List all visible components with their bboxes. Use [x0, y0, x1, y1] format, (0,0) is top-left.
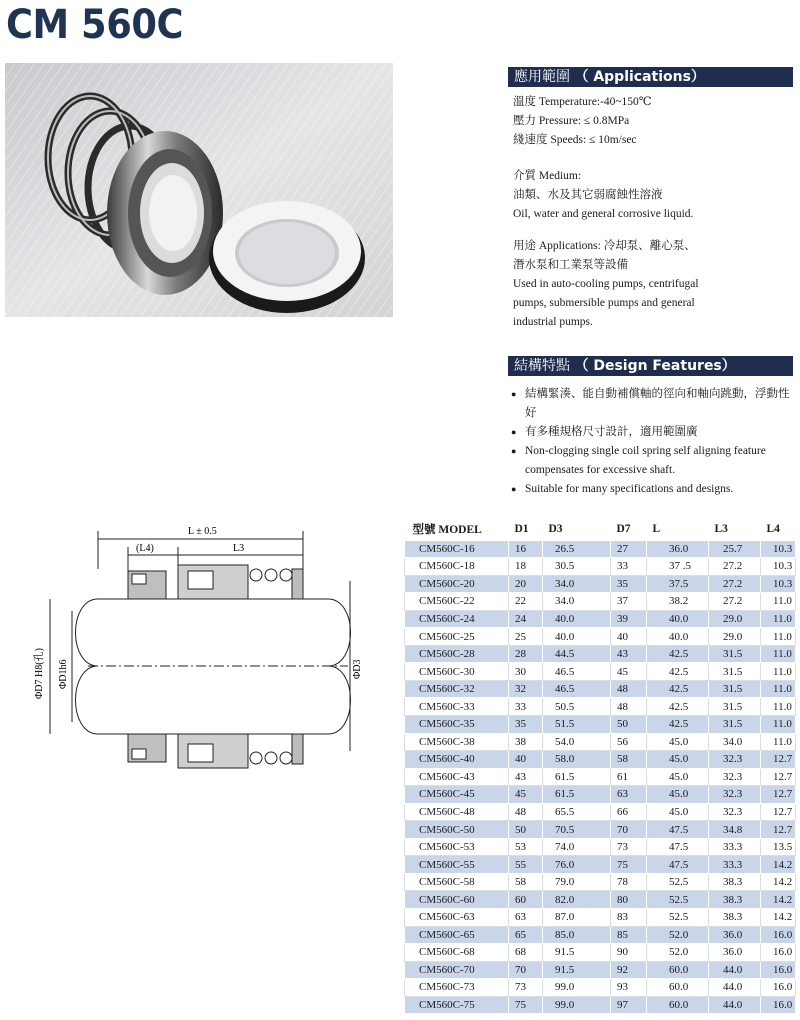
value-cell: 10.3 — [761, 575, 796, 593]
value-cell: 34.0 — [543, 593, 611, 611]
value-cell: 40 — [509, 751, 543, 769]
value-cell: 76.0 — [543, 856, 611, 874]
value-cell: 70 — [611, 821, 647, 839]
value-cell: 37 — [611, 593, 647, 611]
value-cell: 58.0 — [543, 751, 611, 769]
table-row — [405, 838, 796, 856]
value-cell: 33.3 — [709, 856, 761, 874]
use-line-1: 用途 Applications: 冷却泵、離心泵、 — [513, 240, 696, 252]
value-cell: 10.3 — [761, 558, 796, 576]
model-cell: CM560C-43 — [405, 768, 509, 786]
value-cell: 32.3 — [709, 786, 761, 804]
model-cell: CM560C-60 — [405, 891, 509, 909]
model-cell: CM560C-32 — [405, 680, 509, 698]
value-cell: 27.2 — [709, 558, 761, 576]
value-cell: 61.5 — [543, 786, 611, 804]
feature-item: ● 結構緊湊、能自動補償軸的徑向和軸向跳動，浮動性好 — [511, 385, 797, 423]
header-l4: L4 — [766, 522, 780, 535]
value-cell: 65.5 — [543, 803, 611, 821]
value-cell: 39 — [611, 610, 647, 628]
value-cell: 53 — [509, 838, 543, 856]
value-cell: 33 — [509, 698, 543, 716]
table-row — [405, 873, 796, 891]
value-cell: 12.7 — [761, 821, 796, 839]
header-d3: D3 — [548, 522, 563, 535]
value-cell: 28 — [509, 645, 543, 663]
value-cell: 25 — [509, 628, 543, 646]
value-cell: 60.0 — [647, 961, 709, 979]
dim-L-label: L ± 0.5 — [188, 526, 217, 537]
value-cell: 60 — [509, 891, 543, 909]
value-cell: 56 — [611, 733, 647, 751]
value-cell: 91.5 — [543, 944, 611, 962]
table-row — [405, 628, 796, 646]
value-cell: 11.0 — [761, 733, 796, 751]
value-cell: 50 — [509, 821, 543, 839]
value-cell: 60.0 — [647, 996, 709, 1014]
use-info — [513, 237, 795, 332]
value-cell: 37 .5 — [647, 558, 709, 576]
value-cell: 42.5 — [647, 663, 709, 681]
value-cell: 22 — [509, 593, 543, 611]
value-cell: 14.2 — [761, 873, 796, 891]
value-cell: 11.0 — [761, 593, 796, 611]
table-row — [405, 961, 796, 979]
value-cell: 45 — [509, 786, 543, 804]
model-cell: CM560C-75 — [405, 996, 509, 1014]
value-cell: 16.0 — [761, 979, 796, 997]
value-cell: 42.5 — [647, 715, 709, 733]
dim-D3-label: ΦD3 — [352, 659, 363, 679]
table-row — [405, 698, 796, 716]
value-cell: 30 — [509, 663, 543, 681]
value-cell: 16 — [509, 540, 543, 558]
value-cell: 54.0 — [543, 733, 611, 751]
value-cell: 44.0 — [709, 996, 761, 1014]
table-row — [405, 663, 796, 681]
value-cell: 80 — [611, 891, 647, 909]
value-cell: 12.7 — [761, 751, 796, 769]
header-d1: D1 — [514, 522, 529, 535]
value-cell: 29.0 — [709, 610, 761, 628]
value-cell: 45.0 — [647, 733, 709, 751]
value-cell: 66 — [611, 803, 647, 821]
value-cell: 29.0 — [709, 628, 761, 646]
value-cell: 25.7 — [709, 540, 761, 558]
value-cell: 45.0 — [647, 786, 709, 804]
value-cell: 85 — [611, 926, 647, 944]
model-cell: CM560C-68 — [405, 944, 509, 962]
model-cell: CM560C-28 — [405, 645, 509, 663]
value-cell: 35 — [509, 715, 543, 733]
model-cell: CM560C-25 — [405, 628, 509, 646]
model-cell: CM560C-40 — [405, 751, 509, 769]
value-cell: 48 — [611, 680, 647, 698]
table-row — [405, 593, 796, 611]
value-cell: 34.0 — [709, 733, 761, 751]
value-cell: 27.2 — [709, 575, 761, 593]
value-cell: 36.0 — [709, 926, 761, 944]
value-cell: 75 — [509, 996, 543, 1014]
value-cell: 38 — [509, 733, 543, 751]
model-cell: CM560C-73 — [405, 979, 509, 997]
value-cell: 44.0 — [709, 979, 761, 997]
value-cell: 20 — [509, 575, 543, 593]
value-cell: 11.0 — [761, 715, 796, 733]
header-model: 型號 MODEL — [412, 523, 482, 536]
table-row — [405, 645, 796, 663]
value-cell: 32.3 — [709, 768, 761, 786]
value-cell: 50 — [611, 715, 647, 733]
model-cell: CM560C-63 — [405, 908, 509, 926]
value-cell: 83 — [611, 908, 647, 926]
table-row — [405, 715, 796, 733]
medium-cn: 油類、水及其它弱腐蝕性溶液 — [513, 189, 663, 201]
table-row — [405, 944, 796, 962]
value-cell: 31.5 — [709, 663, 761, 681]
value-cell: 36.0 — [647, 540, 709, 558]
value-cell: 10.3 — [761, 540, 796, 558]
value-cell: 11.0 — [761, 680, 796, 698]
value-cell: 78 — [611, 873, 647, 891]
value-cell: 99.0 — [543, 979, 611, 997]
value-cell: 48 — [611, 698, 647, 716]
model-cell: CM560C-18 — [405, 558, 509, 576]
value-cell: 11.0 — [761, 663, 796, 681]
table-header-row — [405, 518, 796, 540]
technical-drawing — [28, 519, 383, 779]
value-cell: 73 — [611, 838, 647, 856]
model-cell: CM560C-20 — [405, 575, 509, 593]
value-cell: 37.5 — [647, 575, 709, 593]
model-cell: CM560C-38 — [405, 733, 509, 751]
table-row — [405, 540, 796, 558]
value-cell: 61.5 — [543, 768, 611, 786]
value-cell: 91.5 — [543, 961, 611, 979]
value-cell: 36.0 — [709, 944, 761, 962]
model-cell: CM560C-33 — [405, 698, 509, 716]
value-cell: 47.5 — [647, 856, 709, 874]
value-cell: 65 — [509, 926, 543, 944]
value-cell: 14.2 — [761, 856, 796, 874]
operating-specs — [513, 93, 795, 150]
model-cell: CM560C-70 — [405, 961, 509, 979]
pressure-line: 壓力 Pressure: ≤ 0.8MPa — [513, 115, 630, 127]
use-line-5: industrial pumps. — [513, 316, 593, 328]
feature-list — [511, 385, 797, 499]
applications-heading — [508, 67, 793, 87]
value-cell: 97 — [611, 996, 647, 1014]
value-cell: 32.3 — [709, 751, 761, 769]
use-line-3: Used in auto-cooling pumps, centrifugal — [513, 278, 699, 290]
value-cell: 16.0 — [761, 944, 796, 962]
model-cell: CM560C-50 — [405, 821, 509, 839]
value-cell: 63 — [509, 908, 543, 926]
value-cell: 42.5 — [647, 645, 709, 663]
value-cell: 32 — [509, 680, 543, 698]
table-row — [405, 733, 796, 751]
value-cell: 34.8 — [709, 821, 761, 839]
table-row — [405, 768, 796, 786]
value-cell: 45.0 — [647, 751, 709, 769]
medium-en: Oil, water and general corrosive liquid. — [513, 208, 694, 220]
value-cell: 87.0 — [543, 908, 611, 926]
dim-L4-label: (L4) — [136, 543, 154, 554]
dim-L3-label: L3 — [233, 543, 245, 554]
value-cell: 14.2 — [761, 891, 796, 909]
value-cell: 51.5 — [543, 715, 611, 733]
value-cell: 11.0 — [761, 698, 796, 716]
model-cell: CM560C-30 — [405, 663, 509, 681]
feature-item: ● Non-clogging single coil spring self aligning feature compensates for excessive shaft. — [511, 442, 797, 480]
page-title: CM 560C — [6, 2, 184, 48]
table-row — [405, 751, 796, 769]
value-cell: 75 — [611, 856, 647, 874]
value-cell: 27.2 — [709, 593, 761, 611]
value-cell: 99.0 — [543, 996, 611, 1014]
table-row — [405, 891, 796, 909]
applications-heading-en: （ Applications） — [574, 69, 705, 85]
value-cell: 31.5 — [709, 715, 761, 733]
value-cell: 85.0 — [543, 926, 611, 944]
model-cell: CM560C-22 — [405, 593, 509, 611]
value-cell: 92 — [611, 961, 647, 979]
value-cell: 90 — [611, 944, 647, 962]
value-cell: 93 — [611, 979, 647, 997]
value-cell: 16.0 — [761, 926, 796, 944]
model-cell: CM560C-48 — [405, 803, 509, 821]
mechanical-seal-image — [5, 63, 393, 317]
temperature-line: 溫度 Temperature:-40~150℃ — [513, 96, 652, 108]
value-cell: 70.5 — [543, 821, 611, 839]
value-cell: 79.0 — [543, 873, 611, 891]
medium-label: 介質 Medium: — [513, 170, 582, 182]
value-cell: 38.3 — [709, 873, 761, 891]
value-cell: 30.5 — [543, 558, 611, 576]
value-cell: 45.0 — [647, 768, 709, 786]
value-cell: 16.0 — [761, 996, 796, 1014]
value-cell: 46.5 — [543, 663, 611, 681]
value-cell: 52.0 — [647, 944, 709, 962]
value-cell: 12.7 — [761, 786, 796, 804]
specification-table — [404, 518, 796, 1014]
value-cell: 38.2 — [647, 593, 709, 611]
value-cell: 14.2 — [761, 908, 796, 926]
value-cell: 44.0 — [709, 961, 761, 979]
value-cell: 24 — [509, 610, 543, 628]
value-cell: 33 — [611, 558, 647, 576]
value-cell: 82.0 — [543, 891, 611, 909]
table-row — [405, 856, 796, 874]
value-cell: 35 — [611, 575, 647, 593]
value-cell: 44.5 — [543, 645, 611, 663]
feature-item: ● Suitable for many specifications and designs. — [511, 480, 797, 499]
value-cell: 34.0 — [543, 575, 611, 593]
value-cell: 70 — [509, 961, 543, 979]
value-cell: 12.7 — [761, 768, 796, 786]
value-cell: 52.0 — [647, 926, 709, 944]
value-cell: 61 — [611, 768, 647, 786]
value-cell: 52.5 — [647, 908, 709, 926]
value-cell: 16.0 — [761, 961, 796, 979]
value-cell: 31.5 — [709, 645, 761, 663]
model-cell: CM560C-58 — [405, 873, 509, 891]
model-cell: CM560C-24 — [405, 610, 509, 628]
dim-D1-label: ΦD1h6 — [58, 659, 69, 689]
table-row — [405, 821, 796, 839]
value-cell: 31.5 — [709, 680, 761, 698]
feature-item: ● 有多種規格尺寸設計，適用範圍廣 — [511, 423, 797, 442]
table-row — [405, 996, 796, 1014]
speed-line: 綫速度 Speeds: ≤ 10m/sec — [513, 134, 637, 146]
value-cell: 46.5 — [543, 680, 611, 698]
value-cell: 47.5 — [647, 821, 709, 839]
value-cell: 74.0 — [543, 838, 611, 856]
value-cell: 11.0 — [761, 645, 796, 663]
value-cell: 11.0 — [761, 628, 796, 646]
product-photo — [5, 63, 393, 317]
value-cell: 12.7 — [761, 803, 796, 821]
value-cell: 73 — [509, 979, 543, 997]
model-cell: CM560C-16 — [405, 540, 509, 558]
value-cell: 47.5 — [647, 838, 709, 856]
value-cell: 40.0 — [647, 610, 709, 628]
table-row — [405, 803, 796, 821]
value-cell: 32.3 — [709, 803, 761, 821]
table-row — [405, 979, 796, 997]
value-cell: 52.5 — [647, 873, 709, 891]
value-cell: 42.5 — [647, 680, 709, 698]
design-heading-cn: 結構特點 — [514, 358, 570, 374]
model-cell: CM560C-53 — [405, 838, 509, 856]
value-cell: 33.3 — [709, 838, 761, 856]
table-row — [405, 926, 796, 944]
applications-heading-cn: 應用範圍 — [514, 69, 570, 85]
table-row — [405, 575, 796, 593]
design-features-heading — [508, 356, 793, 376]
table-row — [405, 558, 796, 576]
model-cell: CM560C-45 — [405, 786, 509, 804]
value-cell: 48 — [509, 803, 543, 821]
value-cell: 63 — [611, 786, 647, 804]
value-cell: 43 — [509, 768, 543, 786]
value-cell: 31.5 — [709, 698, 761, 716]
value-cell: 58 — [509, 873, 543, 891]
design-heading-en: （ Design Features） — [574, 358, 736, 374]
value-cell: 43 — [611, 645, 647, 663]
use-line-4: pumps, submersible pumps and general — [513, 297, 695, 309]
value-cell: 60.0 — [647, 979, 709, 997]
header-l3: L3 — [714, 522, 728, 535]
header-d7: D7 — [616, 522, 631, 535]
value-cell: 38.3 — [709, 908, 761, 926]
value-cell: 45 — [611, 663, 647, 681]
dim-D7-label: ΦD7 H8(孔) — [34, 648, 45, 699]
value-cell: 42.5 — [647, 698, 709, 716]
value-cell: 50.5 — [543, 698, 611, 716]
value-cell: 58 — [611, 751, 647, 769]
value-cell: 40.0 — [543, 610, 611, 628]
value-cell: 38.3 — [709, 891, 761, 909]
header-l: L — [652, 522, 661, 535]
value-cell: 40.0 — [647, 628, 709, 646]
value-cell: 45.0 — [647, 803, 709, 821]
value-cell: 40 — [611, 628, 647, 646]
table-row — [405, 610, 796, 628]
table-body — [405, 540, 796, 1014]
value-cell: 11.0 — [761, 610, 796, 628]
table-row — [405, 786, 796, 804]
value-cell: 55 — [509, 856, 543, 874]
model-cell: CM560C-65 — [405, 926, 509, 944]
model-cell: CM560C-35 — [405, 715, 509, 733]
use-line-2: 潛水泵和工業泵等設備 — [513, 259, 628, 271]
value-cell: 13.5 — [761, 838, 796, 856]
value-cell: 68 — [509, 944, 543, 962]
value-cell: 40.0 — [543, 628, 611, 646]
value-cell: 26.5 — [543, 540, 611, 558]
value-cell: 52.5 — [647, 891, 709, 909]
model-cell: CM560C-55 — [405, 856, 509, 874]
medium-info — [513, 167, 795, 224]
value-cell: 18 — [509, 558, 543, 576]
table-row — [405, 908, 796, 926]
table-row — [405, 680, 796, 698]
value-cell: 27 — [611, 540, 647, 558]
